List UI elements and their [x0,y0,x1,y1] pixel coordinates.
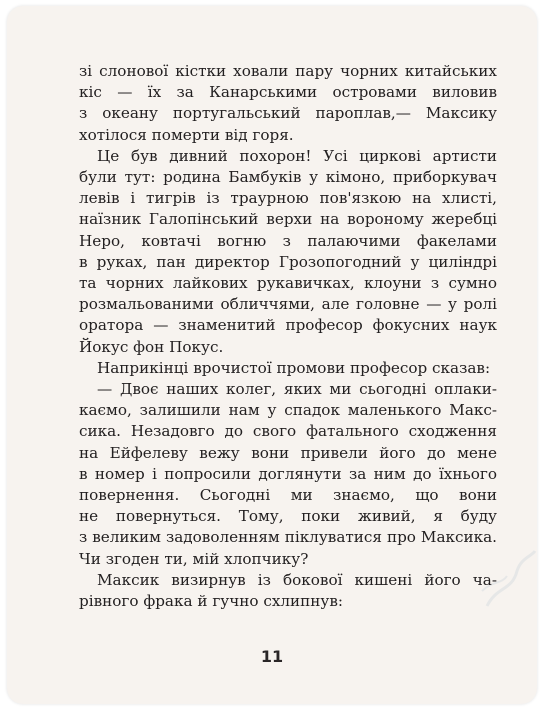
text-line: Йокус фон Покус. [79,337,224,356]
paragraph-2 [79,146,497,358]
text-line: Максик визирнув із бокової кишені його ча- [97,570,497,589]
text-line: Чи згоден ти, мій хлопчику? [79,549,309,568]
text-line: та чорних лайкових рукавичках, клоуни з сумно [79,274,497,293]
text-line: Наприкінці врочистої промови професор сказав: [97,358,491,377]
text-line: з океану португальський пароплав,— Максику [79,104,497,123]
text-line: сика. Незадовго до свого фатального сходження [79,422,497,441]
text-line: були тут: родина Бамбуків у кімоно, приборкувач [79,168,497,187]
text-line: левів і тигрів із траурною пов'язкою на хлисті, [79,189,497,208]
text-line: кіс — їх за Канарськими островами виловив [79,83,497,102]
paragraph-5 [79,570,497,612]
text-line: Неро, ковтачі вогню з палаючими факелами [79,231,497,250]
body-text [79,61,497,612]
text-line: розмальованими обличчями, але головне — у ролі [79,295,497,314]
text-line: на Ейфелеву вежу вони привели його до мене [79,443,497,462]
text-line: в номер і попросили доглянути за ним до їхнього [79,464,497,483]
page-number: 11 [260,647,284,666]
text-line: в руках, пан директор Грозопогодний у циліндрі [79,252,497,271]
text-line: рівного фрака й гучно схлипнув: [79,592,344,611]
text-line: каємо, залишили нам у спадок маленького Макс- [79,401,497,420]
text-line: хотілося померти від горя. [79,125,294,144]
text-line: — Двоє наших колег, яких ми сьогодні оплаки- [97,380,497,399]
text-line: повернення. Сьогодні ми знаємо, що вони [79,486,497,505]
paragraph-4 [79,379,497,570]
text-line: Це був дивний похорон! Усі циркові артисти [97,146,497,165]
text-line: оратора — знаменитий професор фокусних наук [79,316,497,335]
text-line: наїзник Галопінський верхи на вороному жеребці [79,210,497,229]
text-line: з великим задоволенням піклуватися про Максика. [79,528,497,547]
text-line: не повернуться. Тому, поки живий, я буду [79,507,497,526]
paragraph-1 [79,61,497,146]
book-page [7,6,537,704]
text-line: зі слонової кістки ховали пару чорних китайських [79,62,497,80]
paragraph-3 [79,358,497,379]
